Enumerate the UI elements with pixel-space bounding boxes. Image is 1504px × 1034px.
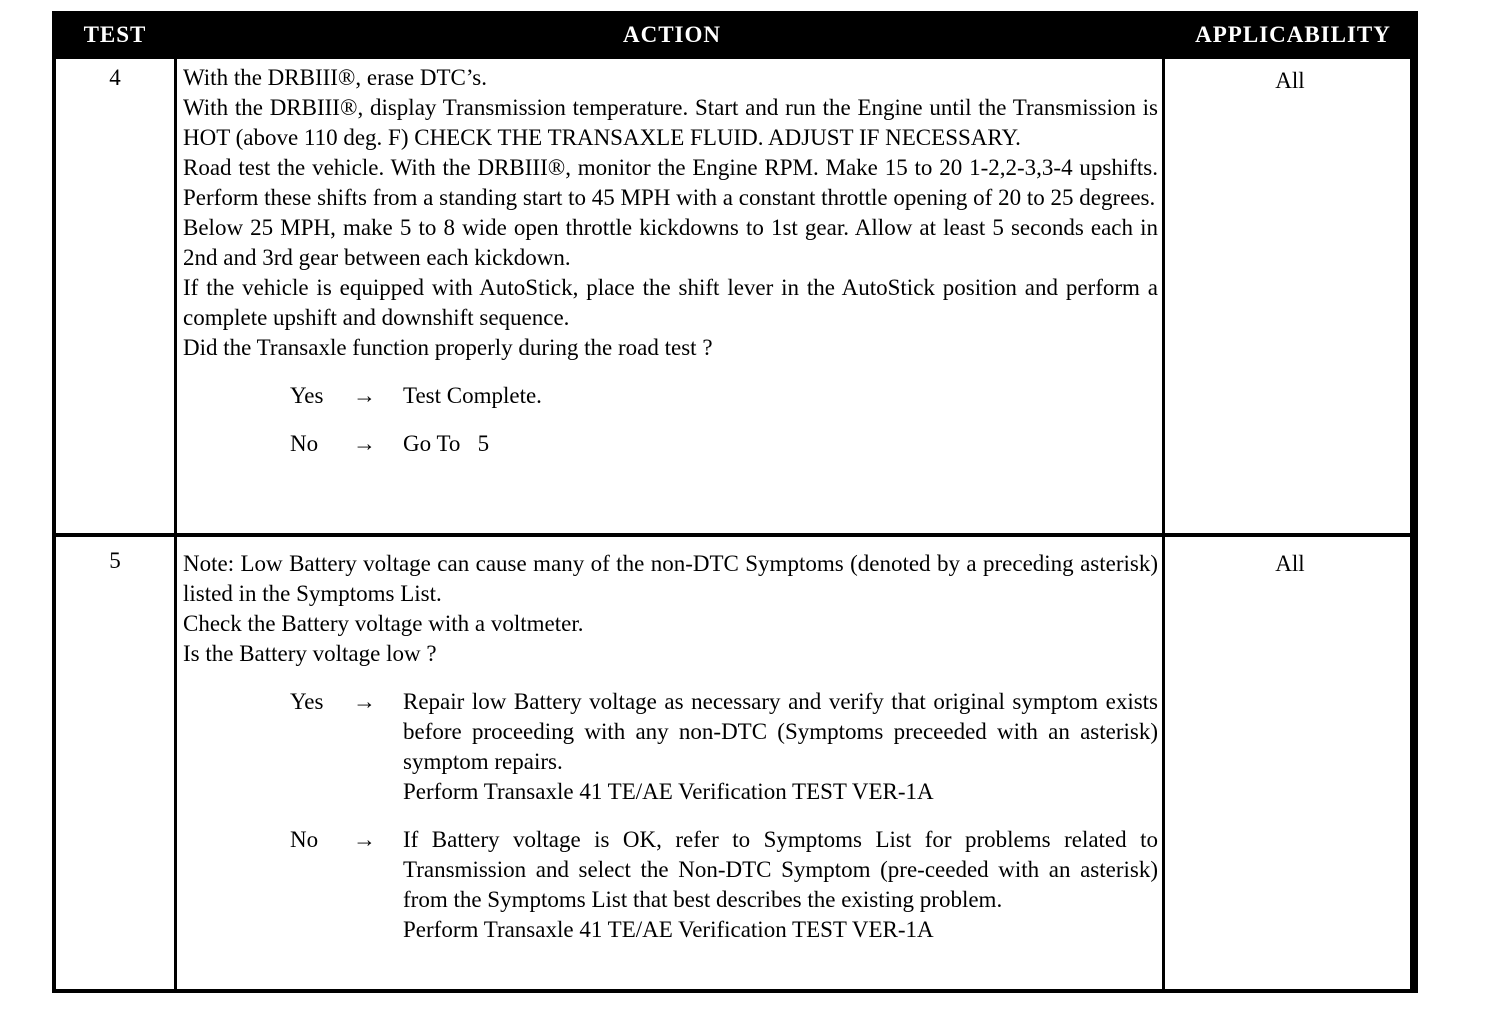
- no-text: If Battery voltage is OK, refer to Symptoms List for problems related to Transmission and select the Non-DTC Symptom (pre-ceeded with an asterisk) from the Symptoms List that best describes the existing problem.: [403, 827, 1158, 912]
- no-label: No: [290, 431, 319, 456]
- yes-branch: [183, 381, 1158, 411]
- yes-verification-text: Perform Transaxle 41 TE/AE Verification TEST VER-1A: [403, 779, 934, 804]
- action-line: With the DRBIII®, erase DTC’s.: [183, 65, 487, 90]
- row-divider: [56, 533, 1414, 537]
- action-line: If the vehicle is equipped with AutoStick, place the shift lever in the AutoStick position and perform a complete upshift and downshift sequence.: [183, 275, 1158, 330]
- yes-label: Yes: [290, 383, 324, 408]
- applicability-4: All: [1275, 68, 1305, 93]
- no-verification-text: Perform Transaxle 41 TE/AE Verification TEST VER-1A: [403, 917, 934, 942]
- arrow-right-icon: →: [353, 827, 376, 852]
- no-label: No: [290, 827, 319, 852]
- action-line: Check the Battery voltage with a voltmeter.: [183, 611, 584, 636]
- yes-branch: [183, 687, 1158, 807]
- no-branch: [183, 825, 1158, 945]
- column-divider: [1410, 59, 1414, 989]
- applicability-5: All: [1275, 551, 1305, 576]
- yes-text: Test Complete.: [403, 383, 542, 408]
- action-cell-4: [183, 63, 1158, 459]
- test-number-5: 5: [109, 548, 121, 573]
- yes-text: Repair low Battery voltage as necessary and verify that original symptom exists before proceeding with any non-DTC (Symptoms preceeded with an asterisk) symptom repairs.: [403, 689, 1158, 774]
- arrow-right-icon: →: [353, 431, 376, 456]
- table-header: [56, 15, 1414, 59]
- action-line: Did the Transaxle function properly during the road test ?: [183, 335, 713, 360]
- column-divider: [1162, 59, 1165, 989]
- test-number-4: 4: [109, 65, 121, 90]
- header-applicability: APPLICABILITY: [1195, 22, 1391, 47]
- action-line: Below 25 MPH, make 5 to 8 wide open throttle kickdowns to 1st gear. Allow at least 5 seconds each in 2nd and 3rd gear between each kickdown.: [183, 215, 1158, 270]
- action-line: Is the Battery voltage low ?: [183, 641, 437, 666]
- header-action: ACTION: [622, 22, 721, 47]
- yes-label: Yes: [290, 689, 324, 714]
- arrow-right-icon: →: [353, 689, 376, 714]
- action-line: With the DRBIII®, display Transmission temperature. Start and run the Engine until the Transmission is HOT (above 110 deg. F) CHECK THE TRANSAXLE FLUID. ADJUST IF NECESSARY.: [183, 95, 1158, 150]
- arrow-right-icon: →: [353, 383, 376, 408]
- action-line: Road test the vehicle. With the DRBIII®, monitor the Engine RPM. Make 15 to 20 1-2,2-3,3-4 upshifts. Perform these shifts from a standing start to 45 MPH with a constant throttle opening of 20 to 25 degrees.: [183, 155, 1158, 210]
- no-text: Go To 5: [403, 431, 490, 456]
- diagnostic-test-table: [52, 11, 1418, 993]
- action-cell-5: [183, 549, 1158, 945]
- column-divider: [174, 59, 177, 989]
- header-test: TEST: [83, 22, 147, 47]
- no-branch: [183, 429, 1158, 459]
- action-line: Note: Low Battery voltage can cause many of the non-DTC Symptoms (denoted by a preceding asterisk) listed in the Symptoms List.: [183, 551, 1158, 606]
